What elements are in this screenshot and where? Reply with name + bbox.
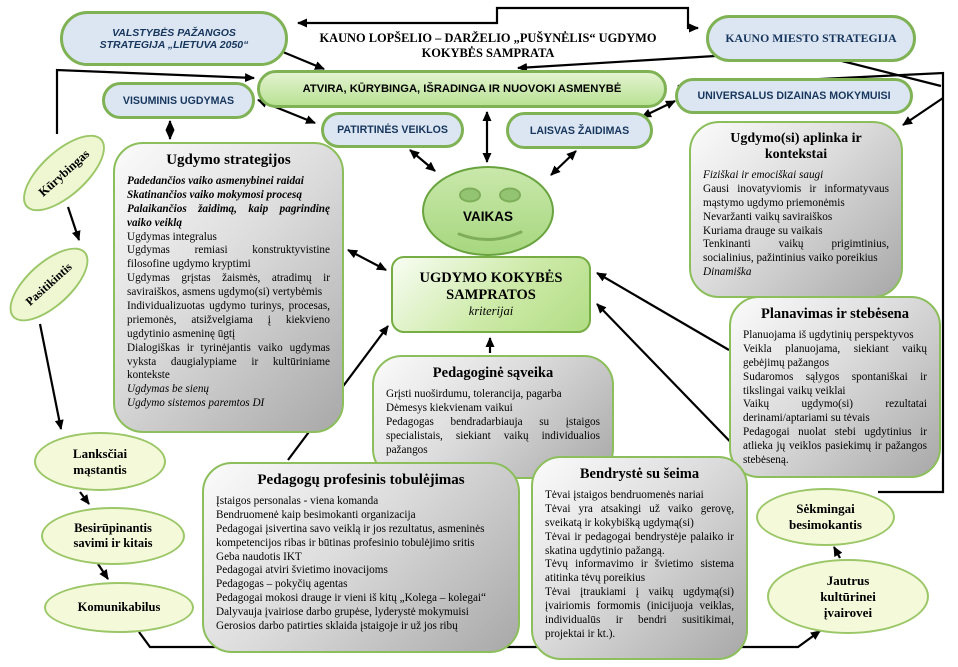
node-visuminis-ugdymas [102, 82, 255, 119]
box-line: Tėvai įstaigos bendruomenės nariai [545, 489, 704, 501]
box-line: Vaikų ugdymo(si) rezultatai derinami/aptariami su tėvais [743, 398, 927, 425]
node-vaikas [422, 166, 554, 256]
node-label: VALSTYBĖS PAŽANGOS STRATEGIJA „LIETUVA 2050“ [99, 26, 249, 51]
box-title: Planavimas ir stebėsena [761, 306, 909, 322]
box-line: Bendruomenė kaip besimokanti organizacija [216, 508, 416, 521]
node-kauno-miesto-strategija [706, 15, 916, 62]
box-line: Pedagogas bendradarbiauja su įstaigos specialistais, siekiant vaikų individualios pažangos [386, 415, 600, 456]
center-box-title: UGDYMO KOKYBĖS SAMPRATOS [419, 269, 563, 303]
box-line: Tėvai yra atsakingi už vaiko gerovę, sveikatą ir kokybišką ugdymą(si) [545, 502, 734, 529]
box-line: Tėvai ir pedagogai bendrystėje palaiko ir skatina ugdytinio pažangą. [545, 530, 734, 557]
box-line: Tėvai įtraukiami į vaikų ugdymą(si) įvairiomis formomis (inicijuoja veiklas, individualūs ir bendri susitikimai, projektai ir kt.). [545, 586, 734, 640]
box-line: Pedagogai nuolat stebi ugdytinius ir atlieka jų veiklos pasiekimų ir pažangos stebėseną. [743, 426, 927, 467]
box-line: Ugdymas grįstas žaismės, atradimų ir saviraiškos, asmens ugdymo(si) vertybėmis [127, 272, 330, 299]
node-pasitikintis [0, 235, 100, 334]
node-komunikabilus [44, 582, 194, 633]
center-sampratos-box [391, 256, 591, 333]
node-label: Sėkmingai besimokantis [789, 501, 862, 532]
node-label: Lanksčiai mąstantis [72, 445, 128, 477]
node-laisvas-zaidimas [506, 112, 653, 149]
box-line: Kuriama drauge su vaikais [703, 224, 823, 237]
box-line: Nevaržanti vaikų saviraiškos [703, 210, 833, 223]
box-ugdymosi-aplinka [689, 121, 903, 298]
box-title: Bendrystė su šeima [579, 466, 700, 482]
box-line: Ugdymo sistemos paremtos DI [127, 397, 265, 410]
box-pedagogu-tobulejimas [202, 462, 520, 653]
box-line: Pedagogai mokosi drauge ir vieni iš kitų „Kolega – kolegai“ [216, 592, 486, 605]
box-line: Gausi inovatyviomis ir informatyvaus mąstymo ugdymo priemonėmis [703, 182, 889, 209]
box-title: Pedagogų profesinis tobulėjimas [257, 472, 465, 488]
box-line: Individualizuotas ugdymo turinys, procesas, priemonės, atsižvelgiama į kiekvieno ugdytinio asmeninę ūgtį [127, 300, 330, 340]
box-line: Pedagogas – pokyčių agentas [216, 578, 348, 591]
node-patirtines-veiklos [321, 112, 464, 148]
box-line: Fiziškai ir emociškai saugi [703, 169, 824, 181]
node-label: Kūrybingas [35, 146, 92, 199]
node-label: KAUNO MIESTO STRATEGIJA [725, 31, 897, 45]
node-universalus-dizainas [675, 78, 913, 114]
box-line: Įstaigos personalas - viena komanda [216, 495, 379, 507]
node-label: Besirūpinantis savimi ir kitais [73, 521, 153, 550]
node-jautrus-ivairovei [767, 559, 929, 634]
box-title: Ugdymo strategijos [166, 152, 291, 168]
box-line: Ugdymas be sienų [127, 383, 210, 396]
node-kurybingas [11, 122, 118, 224]
box-ugdymo-strategijos [113, 142, 344, 433]
node-label: Jautrus kultūrinei įvairovei [820, 572, 876, 620]
box-line: Grįsti nuoširdumu, tolerancija, pagarba [386, 388, 562, 400]
box-line: Dinamiška [703, 266, 752, 279]
box-line: Ugdymas integralus [127, 230, 217, 243]
box-title: Ugdymo(si) aplinka ir kontekstai [730, 131, 862, 162]
box-line: Veikla planuojama, siekiant vaikų gebėjimų pažangos [743, 342, 927, 369]
box-line: Tėvų informavimo ir švietimo sistema atitinka tėvų poreikius [545, 558, 734, 585]
node-lanksciai-mastantis [34, 432, 166, 491]
node-atvira-asmenybe [257, 70, 667, 108]
box-line: Pedagogai įsivertina savo veiklą ir jos rezultatus, asmeninės kompetencijos ribas ir būtinas profesinio tobulėjimo sritis [216, 522, 485, 549]
box-line: Planuojama iš ugdytinių perspektyvos [743, 329, 914, 341]
box-line: Skatinančios vaiko mokymosi procesą [127, 188, 302, 201]
node-label: Komunikabilus [77, 600, 161, 614]
node-label: PATIRTINĖS VEIKLOS [337, 124, 448, 136]
node-label: ATVIRA, KŪRYBINGA, IŠRADINGA IR NUOVOKI ASMENYBĖ [302, 83, 622, 95]
box-line: Geba naudotis IKT [216, 550, 302, 563]
node-sekmingai-besimokantis [756, 488, 895, 546]
box-title: Pedagoginė sąveika [432, 365, 554, 381]
box-bendryste-su-seima [531, 456, 748, 660]
box-line: Sudaromos sąlygos spontaniškai ir tikslingai vaikų veiklai [743, 370, 927, 397]
box-planavimas-stebesena [729, 296, 941, 478]
box-line: Tenkinanti vaikų prigimtinius, socialinius, pažintinius vaiko poreikius [703, 238, 889, 265]
node-besirupinantis [41, 507, 185, 565]
page-title: KAUNO LOPŠELIO – DARŽELIO „PUŠYNĖLIS“ UGDYMO KOKYBĖS SAMPRATA [319, 31, 657, 60]
box-line: Dalyvauja įvairiose darbo grupėse, lyderystė mokymuisi [216, 606, 469, 619]
node-label: VISUMINIS UGDYMAS [122, 94, 235, 107]
node-valstybes-strategija [60, 11, 288, 66]
center-box-subtitle: kriterijai [468, 304, 514, 319]
box-line: Ugdymas remiasi konstruktyvistine filosofine ugdymo kryptimi [127, 244, 330, 271]
node-label: VAIKAS [462, 209, 513, 224]
box-line: Gerosios darbo patirties sklaida įstaigoje ir už jos ribų [216, 620, 458, 633]
box-line: Padedančios vaiko asmenybinei raidai [127, 175, 304, 187]
box-line: Dialogiškas ir tyrinėjantis vaiko ugdymas vyksta daugialypiame ir kultūriniame kontekste [127, 341, 330, 382]
node-label: Pasitikintis [22, 259, 75, 309]
box-line: Palaikančios žaidimą, kaip pagrindinę vaiko veiklą [127, 202, 330, 229]
node-label: UNIVERSALUS DIZAINAS MOKYMUISI [697, 90, 891, 102]
node-label: LAISVAS ŽAIDIMAS [529, 124, 630, 137]
box-line: Pedagogai atviri švietimo inovacijoms [216, 564, 388, 577]
box-line: Dėmesys kiekvienam vaikui [386, 401, 513, 414]
